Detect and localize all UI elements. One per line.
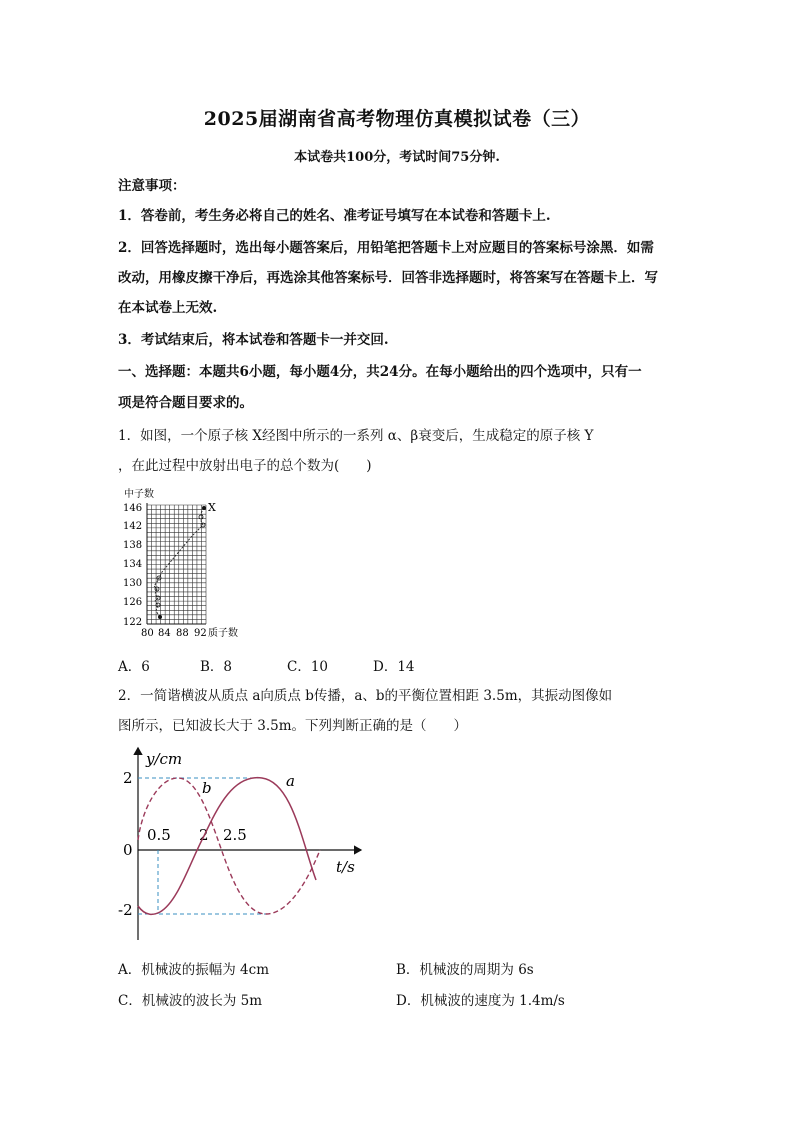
question-2-stem-line-1: 2．一简谐横波从质点 a向质点 b传播，a、b的平衡位置相距 3.5m，其振动图像如 <box>118 688 613 704</box>
question-1-stem-line-1: 1．如图，一个原子核 X经图中所示的一系列 α、β衰变后，生成稳定的原子核 Y <box>118 428 594 444</box>
xtick-88: 88 <box>176 628 189 639</box>
question-2-option-d[interactable]: D．机械波的速度为 1.4m/s <box>396 993 565 1009</box>
ytick-122: 122 <box>123 617 143 628</box>
question-1-option-c[interactable]: C．10 <box>287 659 329 675</box>
t-axis-label: t/s <box>336 858 355 876</box>
end-nucleus-point <box>158 615 162 619</box>
ytick-0: 0 <box>123 841 133 859</box>
ytick-130: 130 <box>123 578 143 589</box>
question-2-option-b[interactable]: B．机械波的周期为 6s <box>396 962 534 978</box>
start-nucleus-point <box>202 506 206 510</box>
question-1-option-d[interactable]: D．14 <box>373 659 415 675</box>
question-1-option-b[interactable]: B．8 <box>200 659 233 675</box>
notice-item-3: 3．考试结束后，将本试卷和答题卡一并交回. <box>118 332 389 348</box>
tick-2: 2 <box>199 826 209 844</box>
decay-point <box>199 515 203 519</box>
question-2-option-a[interactable]: A．机械波的振幅为 4cm <box>118 962 269 978</box>
notice-item-2-line-2: 改动，用橡皮擦干净后，再选涂其他答案标号．回答非选择题时，将答案写在答题卡上．写 <box>118 270 658 286</box>
question-1-option-a[interactable]: A．6 <box>118 659 150 675</box>
nucleus-x-label: X <box>208 501 216 514</box>
tick-2-5: 2.5 <box>223 826 247 844</box>
tick-0-5: 0.5 <box>147 826 171 844</box>
ytick-126: 126 <box>123 597 143 608</box>
xtick-92: 92 <box>194 628 207 639</box>
ytick-134: 134 <box>123 559 143 570</box>
section-heading-line-1: 一、选择题：本题共6小题，每小题4分，共24分。在每小题给出的四个选项中，只有一 <box>118 364 642 380</box>
ytick-2: 2 <box>123 769 133 787</box>
section-heading-line-2: 项是符合题目要求的。 <box>118 395 253 411</box>
ytick-142: 142 <box>123 521 143 532</box>
ytick-146: 146 <box>123 503 143 514</box>
notice-heading: 注意事项： <box>118 178 186 194</box>
notice-item-2-line-1: 2．回答选择题时，选出每小题答案后，用铅笔把答题卡上对应题目的答案标号涂黑．如需 <box>118 240 654 256</box>
xtick-80: 80 <box>141 628 154 639</box>
question-2-option-c[interactable]: C．机械波的波长为 5m <box>118 993 263 1009</box>
ytick-138: 138 <box>123 540 143 551</box>
xtick-84: 84 <box>158 628 171 639</box>
vibration-graph <box>116 742 366 942</box>
curve-a-label: a <box>286 772 295 790</box>
notice-item-1: 1．答卷前，考生务必将自己的姓名、准考证号填写在本试卷和答题卡上. <box>118 208 551 224</box>
y-axis-label: y/cm <box>146 750 183 768</box>
nuclide-decay-chart <box>118 484 258 642</box>
exam-subtitle: 本试卷共100分，考试时间75分钟. <box>294 150 500 165</box>
proton-axis-label: 质子数 <box>208 628 238 639</box>
question-2-stem-line-2: 图所示，已知波长大于 3.5m。下列判断正确的是（ ） <box>118 718 468 734</box>
curve-b <box>138 778 320 914</box>
ytick-minus-2: -2 <box>118 901 133 919</box>
notice-item-2-line-3: 在本试卷上无效. <box>118 300 218 316</box>
question-1-stem-line-2: ，在此过程中放射出电子的总个数为( ) <box>118 458 372 474</box>
page-title: 2025届湖南省高考物理仿真模拟试卷（三） <box>203 108 591 130</box>
curve-a <box>138 778 316 915</box>
neutron-axis-label: 中子数 <box>124 489 154 500</box>
curve-b-label: b <box>202 779 212 797</box>
decay-grid <box>147 505 206 624</box>
